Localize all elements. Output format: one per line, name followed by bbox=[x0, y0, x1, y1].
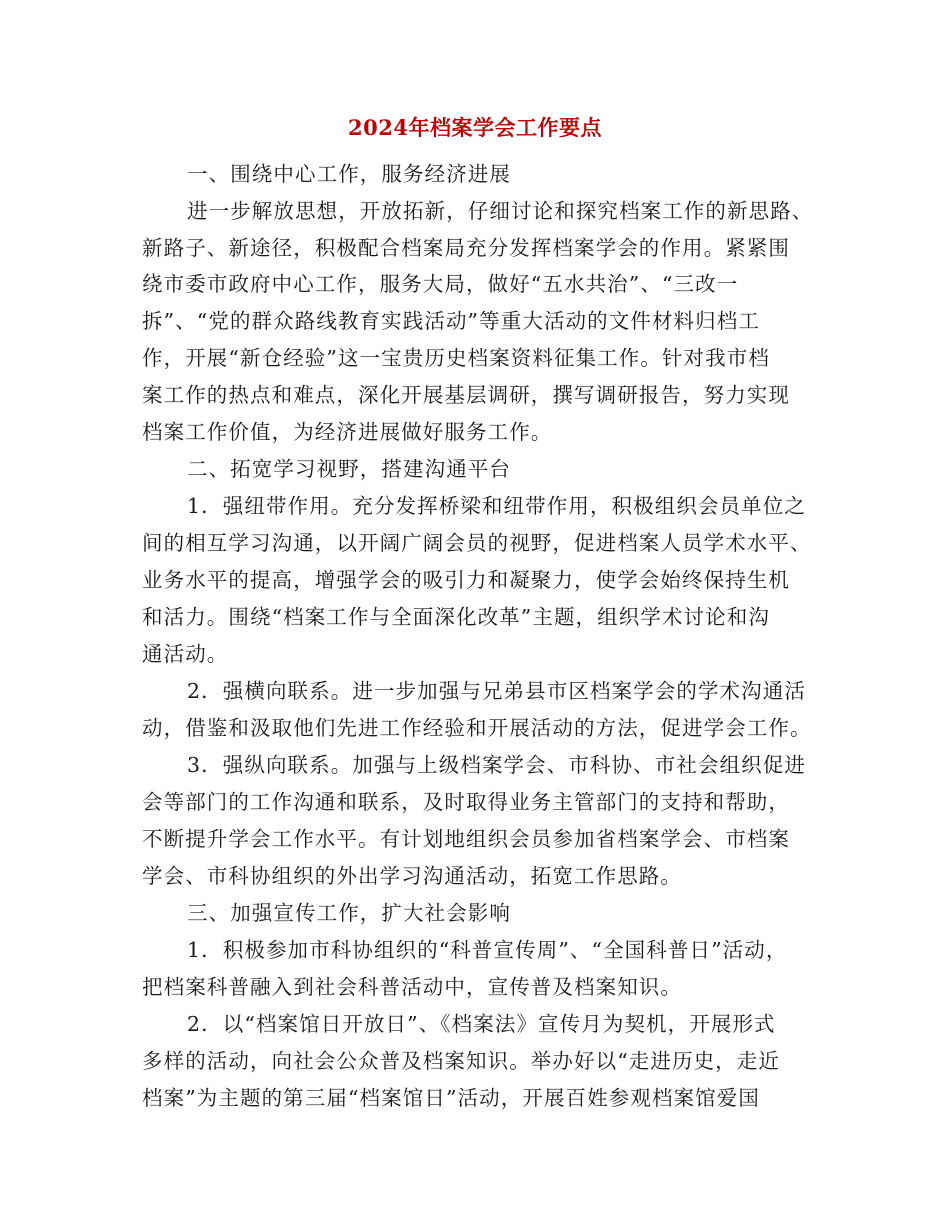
paragraph-line: 新路子、新途径，积极配合档案局充分发挥档案学会的作用。紧紧围 bbox=[142, 236, 790, 260]
document-title: 2024年档案学会工作要点 bbox=[348, 115, 602, 140]
paragraph-line: 会等部门的工作沟通和联系，及时取得业务主管部门的支持和帮助， bbox=[142, 790, 790, 814]
paragraph-line: 2．强横向联系。进一步加强与兄弟县市区档案学会的学术沟通活 bbox=[187, 679, 806, 703]
paragraph-line: 档案”为主题的第三届“档案馆日”活动，开展百姓参观档案馆爱国 bbox=[142, 1086, 760, 1110]
paragraph-line: 绕市委市政府中心工作，服务大局，做好“五水共治”、“三改一 bbox=[142, 272, 739, 296]
paragraph-line: 学会、市科协组织的外出学习沟通活动，拓宽工作思路。 bbox=[142, 864, 682, 888]
section-heading-1: 一、围绕中心工作，服务经济进展 bbox=[187, 162, 511, 186]
paragraph-line: 间的相互学习沟通，以开阔广阔会员的视野，促进档案人员学术水平、 bbox=[142, 531, 812, 555]
paragraph-line: 多样的活动，向社会公众普及档案知识。举办好以“走进历史，走近 bbox=[142, 1049, 780, 1073]
paragraph-line: 拆”、“党的群众路线教育实践活动”等重大活动的文件材料归档工 bbox=[142, 309, 760, 333]
paragraph-line: 作，开展“新仓经验”这一宝贵历史档案资料征集工作。针对我市档 bbox=[142, 346, 770, 370]
section-heading-2: 二、拓宽学习视野，搭建沟通平台 bbox=[187, 457, 511, 481]
paragraph-line: 档案工作价值，为经济进展做好服务工作。 bbox=[142, 420, 553, 444]
paragraph-line: 通活动。 bbox=[142, 642, 229, 666]
paragraph-line: 动，借鉴和汲取他们先进工作经验和开展活动的方法，促进学会工作。 bbox=[142, 716, 812, 740]
paragraph-line: 和活力。围绕“档案工作与全面深化改革”主题，组织学术讨论和沟 bbox=[142, 605, 770, 629]
paragraph-line: 把档案科普融入到社会科普活动中，宣传普及档案知识。 bbox=[142, 975, 682, 999]
paragraph-line: 1．积极参加市科协组织的“科普宣传周”、“全国科普日”活动， bbox=[187, 938, 788, 962]
paragraph-line: 案工作的热点和难点，深化开展基层调研，撰写调研报告，努力实现 bbox=[142, 383, 790, 407]
paragraph-line: 不断提升学会工作水平。有计划地组织会员参加省档案学会、市档案 bbox=[142, 827, 790, 851]
paragraph-line: 3．强纵向联系。加强与上级档案学会、市科协、市社会组织促进 bbox=[187, 753, 806, 777]
paragraph-line: 业务水平的提高，增强学会的吸引力和凝聚力，使学会始终保持生机 bbox=[142, 568, 790, 592]
paragraph-line: 进一步解放思想，开放拓新，仔细讨论和探究档案工作的新思路、 bbox=[187, 199, 814, 223]
paragraph-line: 1．强纽带作用。充分发挥桥梁和纽带作用，积极组织会员单位之 bbox=[187, 494, 806, 518]
section-heading-3: 三、加强宣传工作，扩大社会影响 bbox=[187, 901, 511, 925]
paragraph-line: 2．以“档案馆日开放日”、《档案法》宣传月为契机，开展形式 bbox=[187, 1012, 776, 1036]
